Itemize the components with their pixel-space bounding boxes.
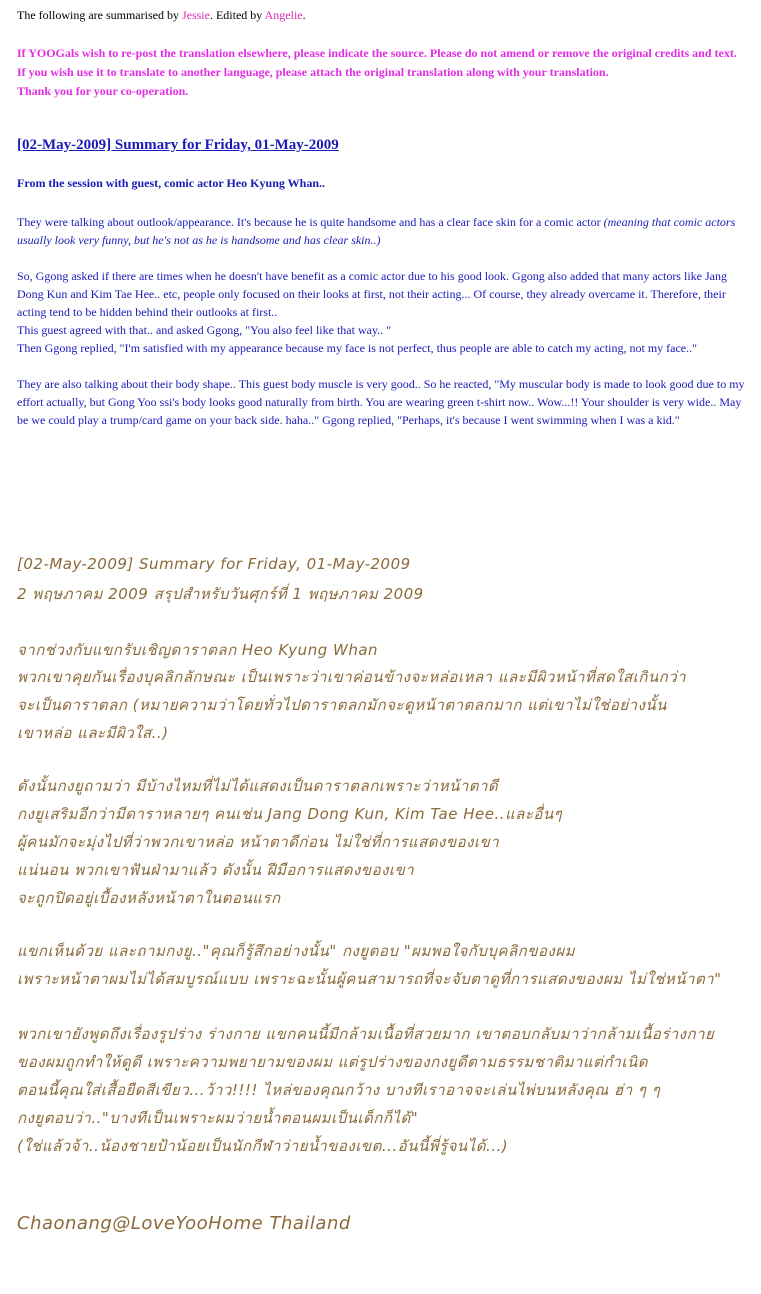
summariser-name: Jessie <box>181 8 210 22</box>
notice-line: Thank you for your co-operation. <box>17 84 189 98</box>
paragraph-body-shape: They are also talking about their body shape.. This guest body muscle is very good.. So he reacted, "My muscular body is made to look good due to my effort actually, but Gong Yoo ssi's body looks good naturally from birth. You are wearing green t-shirt now.. Wow...!! Your shoulder is very wide.. May be we could play a trump/card game on your back side. haha.." Ggong replied, "Perhaps, it's because I went swimming when I was a kid." <box>17 377 745 427</box>
summary-title[interactable]: [02-May-2009] Summary for Friday, 01-May-2009 <box>17 137 339 153</box>
thai-line: เพราะหน้าตาผมไม่ได้สมบูรณ์แบบ เพราะฉะนั้นผู้คนสามารถที่จะจับตาดูที่การแสดงของผม ไม่ใช่หน้าตา" <box>17 970 722 988</box>
paragraph-appearance <box>17 213 745 249</box>
thai-line: แขกเห็นด้วย และถามกงยู.."คุณก็รู้สึกอย่างนั้น" กงยูตอบ "ผมพอใจกับบุคลิกของผม <box>17 942 575 960</box>
thai-signature: Chaonang@LoveYooHome Thailand <box>17 1213 351 1234</box>
paragraph-line: Then Ggong replied, "I'm satisfied with my appearance because my face is not perfect, thus people are able to catch my acting, not my face.." <box>17 341 698 355</box>
thai-line: จะถูกปิดอยู่เบื้องหลังหน้าตาในตอนแรก <box>17 889 281 907</box>
repost-notice <box>17 44 737 101</box>
thai-line: แน่นอน พวกเขาฟันฝ่ามาแล้ว ดังนั้น ฝีมือการแสดงของเขา <box>17 861 415 879</box>
thai-line: ผู้คนมักจะมุ่งไปที่ว่าพวกเขาหล่อ หน้าตาดีก่อน ไม่ใช่ที่การแสดงของเขา <box>17 833 500 851</box>
paragraph-note: (meaning that comic actors usually look very funny, but he's not as he is handsome and has clear skin..) <box>17 215 736 247</box>
paragraph-text: They were talking about outlook/appearance. It's because he is quite handsome and has a clear face skin for a comic actor <box>17 215 604 229</box>
thai-line: จะเป็นดาราตลก (หมายความว่าโดยทั่วไปดาราตลกมักจะดูหน้าตาตลกมาก แต่เขาไม่ใช่อย่างนั้น <box>17 696 667 714</box>
credit-middle: . Edited by <box>209 8 265 22</box>
thai-line: จากช่วงกับแขกรับเชิญดาราตลก Heo Kyung Whan <box>17 641 379 659</box>
thai-line: กงยูตอบว่า.."บางทีเป็นเพราะผมว่ายน้ำตอนผมเป็นเด็กก็ได้" <box>17 1109 419 1127</box>
notice-line: If you wish use it to translate to another language, please attach the original translation along with your translation. <box>17 65 609 79</box>
editor-name: Angelie <box>264 8 303 22</box>
thai-line: ของผมถูกทำให้ดูดี เพราะความพยายามของผม แต่รูปร่างของกงยูดีตามธรรมชาติมาแต่กำเนิด <box>17 1053 648 1071</box>
thai-line: ดังนั้นกงยูถามว่า มีบ้างไหมที่ไม่ได้แสดงเป็นดาราตลกเพราะว่าหน้าตาดี <box>17 777 499 795</box>
thai-line: พวกเขายังพูดถึงเรื่องรูปร่าง ร่างกาย แขกคนนี้มีกล้ามเนื้อที่สวยมาก เขาตอบกลับมาว่ากล้ามเนื้อร่างกาย <box>17 1025 715 1043</box>
credit-suffix: . <box>302 8 306 22</box>
notice-line: If YOOGals wish to re-post the translation elsewhere, please indicate the source. Please do not amend or remove the original credits and text. <box>17 46 737 60</box>
english-summary <box>17 213 745 447</box>
thai-line: กงยูเสริมอีกว่ามีดาราหลายๆ คนเช่น Jang Dong Kun, Kim Tae Hee..และอื่นๆ <box>17 805 563 823</box>
credit-line <box>17 8 306 23</box>
thai-line: พวกเขาคุยกันเรื่องบุคลิกลักษณะ เป็นเพราะว่าเขาค่อนข้างจะหล่อเหลา และมีผิวหน้าที่สดใสเกินกว่า <box>17 668 687 686</box>
thai-line: (ใช่แล้วจ้า..น้องชายป้าน้อยเป็นนักกีฬาว่ายน้ำของเขต...อันนี้พี่รู้จนได้...) <box>17 1137 509 1155</box>
credit-prefix: The following are summarised by <box>17 8 182 22</box>
thai-date-line: 2 พฤษภาคม 2009 สรุปสำหรับวันศุกร์ที่ 1 พฤษภาคม 2009 <box>17 585 424 603</box>
paragraph-line: This guest agreed with that.. and asked Ggong, "You also feel like that way.. " <box>17 323 392 337</box>
thai-title: [02-May-2009] Summary for Friday, 01-May-2009 <box>17 555 411 573</box>
thai-line: ตอนนี้คุณใส่เสื้อยืดสีเขียว...ว้าว!!!! ไหล่ของคุณกว้าง บางทีเราอาจจะเล่นไพ่บนหลังคุณ ฮ่า ๆ ๆ <box>17 1081 661 1099</box>
session-heading: From the session with guest, comic actor Heo Kyung Whan.. <box>17 176 325 190</box>
paragraph-good-look <box>17 267 745 357</box>
paragraph-line: So, Ggong asked if there are times when he doesn't have benefit as a comic actor due to his good look. Ggong also added that many actors like Jang Dong Kun and Kim Tae Hee.. etc, people only focused on their looks at first, not their acting... Of course, they already overcame it. Therefore, their acting tend to be hidden behind their outlooks at first.. <box>17 269 727 319</box>
thai-line: เขาหล่อ และมีผิวใส..) <box>17 724 169 742</box>
